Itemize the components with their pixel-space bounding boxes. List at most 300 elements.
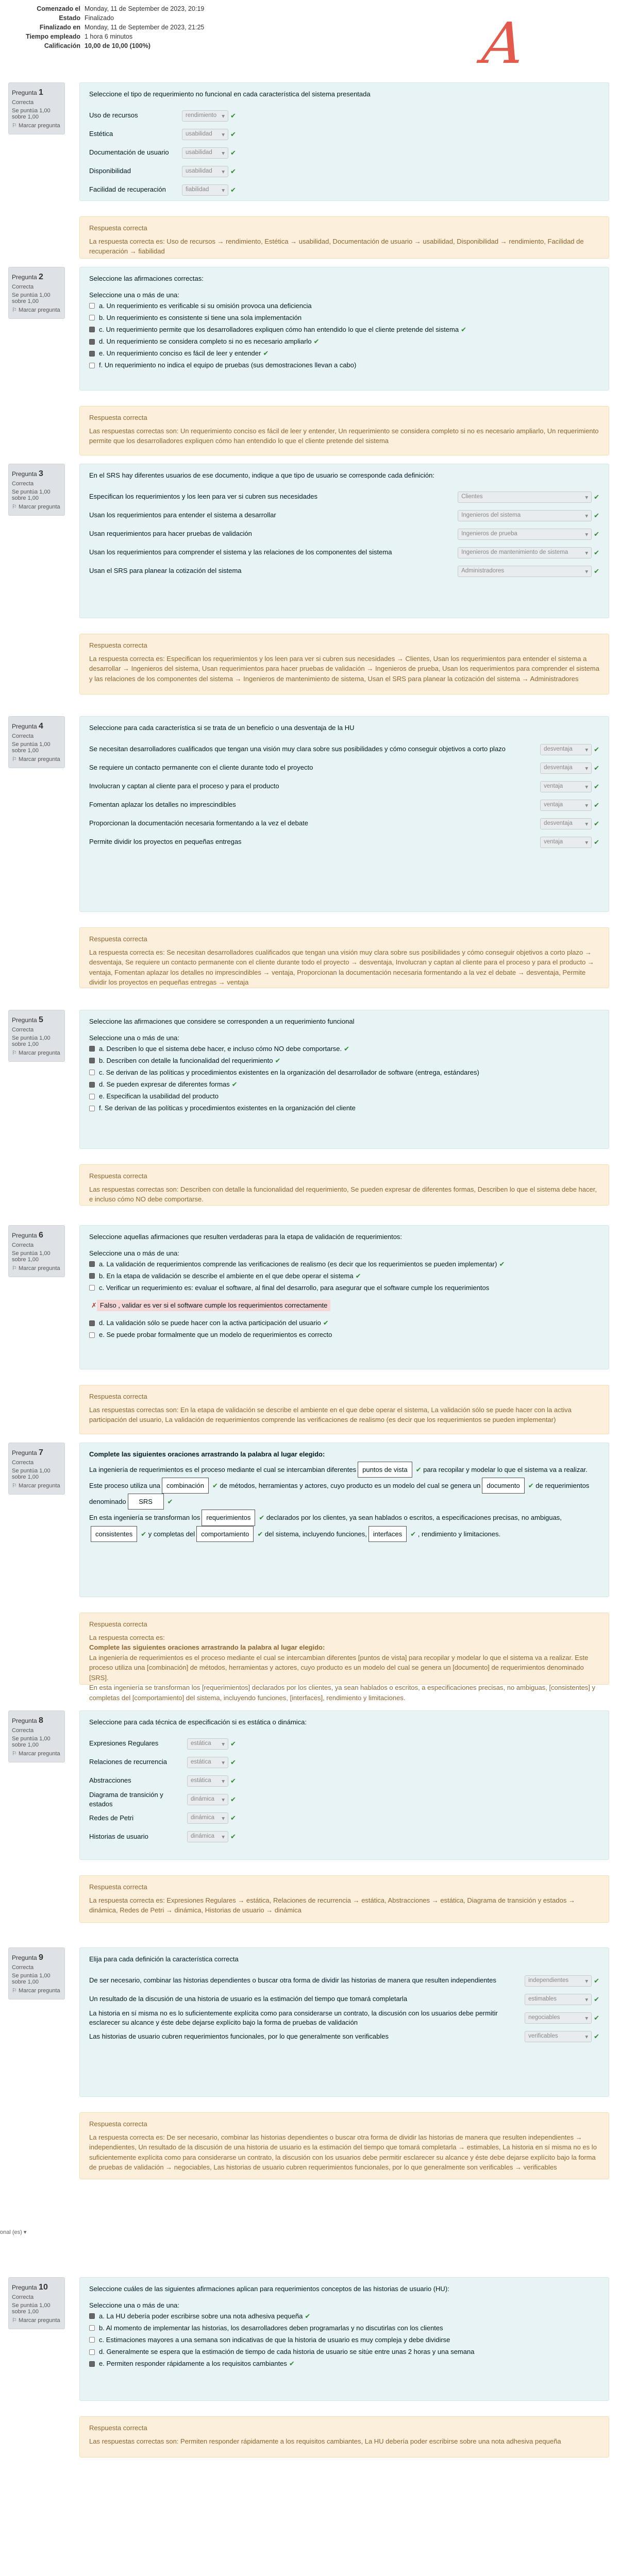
drop-zone[interactable]: combinación: [162, 1478, 209, 1494]
question-info: [8, 1010, 65, 1062]
check-icon: ✔: [594, 530, 599, 538]
flag-label: Marcar pregunta: [18, 1988, 60, 1994]
check-icon: ✔: [230, 1758, 236, 1766]
checkbox[interactable]: [89, 2349, 95, 2355]
answer-option[interactable]: [89, 1080, 599, 1089]
drop-zone[interactable]: comportamiento: [196, 1526, 254, 1542]
chevron-down-icon: ▾: [222, 1797, 225, 1803]
question-prefix: Pregunta: [12, 2284, 37, 2291]
chevron-down-icon: ▾: [585, 2015, 589, 2022]
flag-icon: ⚐: [12, 504, 17, 510]
cloze-paragraph-1: [89, 1462, 599, 1510]
answer-select-value: negociables: [528, 2014, 560, 2021]
question-num: 6: [39, 1231, 43, 1240]
match-row-text: La historia en sí misma no es lo suficientemente explícita como para considerarse un contrato, la discusión con los usuarios debe permitir esclarecer su alcance y éste debe dejarse explícito bajo la forma de pruebas de validación: [89, 2009, 498, 2026]
flag-icon: ⚐: [12, 1988, 17, 1994]
feedback-title: Respuesta correcta: [89, 1172, 147, 1180]
answer-option-label: d. Generalmente se espera que la estimación de tiempo de cada historia de usuario se sitúe entre unas 2 horas y una semana: [99, 2348, 475, 2356]
chevron-down-icon: ▾: [222, 150, 225, 157]
answer-select[interactable]: [182, 166, 228, 177]
flag-icon: ⚐: [12, 1483, 17, 1489]
checkbox[interactable]: [89, 1058, 95, 1063]
chevron-down-icon: ▾: [222, 1815, 225, 1822]
answer-option[interactable]: [89, 1068, 599, 1077]
question-num: 4: [39, 722, 43, 731]
answer-select-value: desventaja: [544, 764, 573, 771]
match-row: [89, 1753, 599, 1772]
flag-question-button[interactable]: [12, 1987, 61, 1994]
answer-select-value: ventaja: [544, 838, 563, 845]
check-icon: ✔: [230, 167, 236, 175]
check-icon: ✔: [594, 567, 599, 575]
answer-option-label: b. Al momento de implementar las historias, los desarrolladores deben programarlas y no discutirlas con los clientes: [99, 2324, 443, 2332]
drop-zone[interactable]: requerimientos: [202, 1510, 255, 1526]
answer-select-value: Administradores: [461, 567, 505, 574]
drop-zone[interactable]: consistentes: [91, 1526, 137, 1542]
checkbox[interactable]: [89, 351, 95, 357]
flag-question-button[interactable]: [12, 2317, 61, 2324]
checkbox[interactable]: [89, 2325, 95, 2331]
question-num: 5: [39, 1015, 43, 1024]
answer-select[interactable]: [182, 129, 228, 140]
feedback-text: Las respuestas correctas son: Describen con detalle la funcionalidad del requerimiento, Se pueden expresar de diferentes formas, Describen lo que el sistema debe hacer, e incluso cómo NO debe comportarse.: [89, 1185, 597, 1203]
chevron-down-icon: ▾: [585, 802, 589, 809]
chevron-down-icon: ▾: [222, 1834, 225, 1840]
answer-option[interactable]: [89, 301, 599, 311]
question-state: Correcta: [12, 284, 34, 290]
answer-option[interactable]: [89, 361, 599, 370]
answer-select[interactable]: [187, 1794, 228, 1805]
check-icon: ✔: [344, 1044, 350, 1053]
question-formulation: [79, 1010, 609, 1149]
question-formulation: [79, 1443, 609, 1597]
match-row-text: Se requiere un contacto permanente con el cliente durante todo el proyecto: [89, 764, 313, 772]
flag-icon: ⚐: [12, 307, 17, 313]
answer-select[interactable]: [458, 547, 592, 558]
chevron-down-icon: ▾: [585, 1978, 589, 1985]
drop-zone[interactable]: interfaces: [368, 1526, 407, 1542]
answer-select[interactable]: [525, 1994, 592, 2005]
check-icon: ✔: [323, 1319, 329, 1327]
check-icon: ✔: [259, 1514, 265, 1522]
match-row: [89, 525, 599, 544]
answer-select[interactable]: [540, 837, 592, 848]
chevron-down-icon: ▾: [222, 1741, 225, 1748]
check-icon: ✔: [528, 1481, 534, 1489]
question-num: 7: [39, 1448, 43, 1457]
flag-question-button[interactable]: [12, 1482, 61, 1489]
feedback-title: Respuesta correcta: [89, 1393, 147, 1400]
question-formulation: [79, 1947, 609, 2097]
cloze-text: La ingeniería de requerimientos es el proceso mediante el cual se intercambian diferentes: [89, 1465, 357, 1473]
feedback-text: Las respuestas correctas son: Un requerimiento conciso es fácil de leer y entender, Un requerimiento se considera completo si no es necesario ampliarlo, Un requerimiento permite que los desarrolladores expliquen cómo han entendido lo que el cliente pretende del sistema: [89, 427, 599, 445]
summary-value: Monday, 11 de September de 2023, 21:25: [85, 24, 205, 31]
chevron-down-icon: ▾: [585, 2033, 589, 2040]
question-grade: Se puntúa 1,00 sobre 1,00: [12, 1973, 51, 1985]
answer-select-value: usabilidad: [186, 130, 212, 137]
answer-select[interactable]: [458, 492, 592, 503]
match-row: [89, 1772, 599, 1790]
check-icon: ✔: [594, 1995, 599, 2003]
question-grade: Se puntúa 1,00 sobre 1,00: [12, 108, 51, 120]
answer-select[interactable]: [525, 2031, 592, 2042]
match-row-text: Expresiones Regulares: [89, 1739, 159, 1748]
answer-select-value: usabilidad: [186, 149, 212, 156]
feedback-text: La respuesta correcta es: Se necesitan desarrolladores cualificados que tengan una visión muy clara sobre sus posibilidades y cómo conseguir objetivos a corto plazo → desventaja, Se requiere un contacto permanente con el cliente durante todo el proyecto → desventaja, Involucran y captan al cliente para el proceso y para el producto → ventaja, Fomentan aplazar los detalles no imprescindibles → ventaja, Proporcionan la documentación necesaria formentando a la vez el debate → desventaja, Permite dividir los proyectos en pequeñas entregas → ventaja: [89, 948, 594, 986]
answer-option[interactable]: [89, 1260, 599, 1269]
feedback-title: Respuesta correcta: [89, 224, 147, 232]
answer-option-label: e. Se puede probar formalmente que un modelo de requerimientos es correcto: [99, 1331, 332, 1339]
checkbox[interactable]: [89, 1070, 95, 1075]
answer-option[interactable]: [89, 349, 599, 358]
feedback-text: La ingeniería de requerimientos es el proceso mediante el cual se intercambian diferentes [puntos de vista] para recopilar y modelar lo que el sistema va a realizar. Este proceso utiliza una [combinación] de métodos, herramientas y actores, cuyo producto es un modelo del cual se genera un [documento] de requerimientos denominado [SRS].: [89, 1653, 589, 1682]
check-icon: ✔: [499, 1260, 505, 1268]
feedback-title: Respuesta correcta: [89, 2424, 147, 2432]
flag-icon: ⚐: [12, 756, 17, 762]
checkbox[interactable]: [89, 1285, 95, 1291]
flag-label: Marcar pregunta: [18, 1751, 60, 1757]
checkbox[interactable]: [89, 2313, 95, 2319]
question-prefix: Pregunta: [12, 1449, 37, 1456]
match-row: [89, 1827, 599, 1846]
match-row-text: Redes de Petri: [89, 1814, 133, 1822]
cloze-text: del sistema, incluyendo funciones,: [264, 1530, 367, 1538]
side-language-label: onal (es): [0, 2229, 22, 2235]
flag-icon: ⚐: [12, 123, 17, 129]
check-icon: ✔: [305, 2312, 311, 2320]
check-icon: ✔: [141, 1530, 147, 1538]
answer-select[interactable]: [540, 744, 592, 755]
question-text: Seleccione para cada característica si se trata de un beneficio o una desventaja de la HU: [89, 724, 355, 732]
check-icon: ✔: [289, 2360, 295, 2368]
question-state: Correcta: [12, 1242, 34, 1248]
checkbox[interactable]: [89, 303, 95, 309]
question-formulation: [79, 716, 609, 912]
match-row-text: Usan requerimientos para hacer pruebas de validación: [89, 530, 252, 538]
question-num: 3: [39, 469, 43, 478]
check-icon: ✔: [231, 1080, 238, 1089]
cloze-text: En esta ingeniería se transforman los: [89, 1514, 200, 1522]
checkbox[interactable]: [89, 1261, 95, 1267]
checkbox[interactable]: [89, 1094, 95, 1099]
question-formulation: [79, 82, 609, 201]
question-feedback: [79, 1164, 609, 1206]
checkbox[interactable]: [89, 1046, 95, 1052]
chevron-down-icon: ▾: [585, 550, 589, 556]
question-prefix: Pregunta: [12, 1016, 37, 1024]
flag-icon: ⚐: [12, 1751, 17, 1757]
question-number: [12, 1015, 61, 1025]
flag-icon: ⚐: [12, 1265, 17, 1272]
checkbox[interactable]: [89, 2337, 95, 2343]
chevron-down-icon: ▾: [585, 513, 589, 519]
check-icon: ✔: [230, 1832, 236, 1840]
answer-select[interactable]: [525, 2012, 592, 2024]
check-icon: ✔: [230, 111, 236, 120]
answer-option[interactable]: [89, 313, 599, 323]
flag-question-button[interactable]: [12, 122, 61, 129]
flag-label: Marcar pregunta: [18, 2317, 60, 2324]
answer-select[interactable]: [458, 510, 592, 521]
summary-key: Finalizado en: [39, 24, 80, 31]
question-number: [12, 1716, 61, 1725]
answer-option-label: f. Se derivan de las políticas y procedimientos existentes en la organización del cliente: [99, 1104, 356, 1112]
answer-option-label: a. La validación de requerimientos comprende las verificaciones de realismo (es decir que los requerimientos se pueden implementar): [99, 1260, 497, 1268]
drop-zone[interactable]: puntos de vista: [358, 1462, 412, 1478]
answer-option-label: b. En la etapa de validación se describe el ambiente en el que debe operar el sistema: [99, 1272, 354, 1280]
answer-select[interactable]: [187, 1757, 228, 1768]
question-content: [79, 1443, 609, 1597]
answer-option[interactable]: [89, 1092, 599, 1101]
checkbox[interactable]: [89, 339, 95, 345]
question-grade: Se puntúa 1,00 sobre 1,00: [12, 1468, 51, 1480]
question-grade: Se puntúa 1,00 sobre 1,00: [12, 489, 51, 501]
match-row: [89, 544, 599, 562]
question-grade: Se puntúa 1,00 sobre 1,00: [12, 741, 51, 754]
answer-select-value: estimables: [528, 1995, 557, 2002]
feedback-text: La respuesta correcta es: Expresiones Regulares → estática, Relaciones de recurrencia → estática, Abstracciones → estática, Diagrama de transición y estados → dinámica, Redes de Petri → dinámica, Historias de usuario → dinámica: [89, 1896, 575, 1914]
answer-select[interactable]: [187, 1738, 228, 1750]
answer-select[interactable]: [187, 1831, 228, 1842]
checkbox[interactable]: [89, 327, 95, 332]
question-text: Seleccione cuáles de las siguientes afirmaciones aplican para requerimientos conceptos de las historias de usuario (HU):: [89, 2285, 449, 2293]
question-number: [12, 1448, 61, 1458]
question-num: 1: [39, 88, 43, 97]
answer-instruction: Seleccione una o más de una:: [89, 291, 179, 299]
answer-select-value: Ingenieros del sistema: [461, 512, 521, 518]
question-text: Seleccione el tipo de requerimiento no funcional en cada característica del sistema presentada: [89, 90, 371, 98]
answer-option[interactable]: [89, 2335, 599, 2345]
handwritten-annotation: A: [479, 10, 548, 76]
match-row-text: Las historias de usuario cubren requerimientos funcionales, por lo que generalmente son verificables: [89, 2032, 389, 2040]
question-state: Correcta: [12, 481, 34, 487]
question-state: Correcta: [12, 733, 34, 739]
question-text: Seleccione las afirmaciones correctas:: [89, 275, 204, 282]
flag-label: Marcar pregunta: [18, 123, 60, 129]
question-feedback: [79, 1613, 609, 1702]
summary-key: Calificación: [44, 42, 80, 49]
question-feedback: [79, 406, 609, 455]
answer-select-value: dinámica: [191, 1795, 215, 1802]
feedback-title: Respuesta correcta: [89, 414, 147, 421]
question-state: Correcta: [12, 2294, 34, 2300]
answer-option[interactable]: [89, 1056, 599, 1065]
question-info: [8, 716, 65, 768]
match-row-text: Usan el SRS para planear la cotización del sistema: [89, 567, 242, 575]
answer-select[interactable]: [525, 1975, 592, 1987]
check-icon: ✔: [212, 1481, 218, 1489]
question-info: [8, 267, 65, 319]
match-row-text: Abstracciones: [89, 1776, 131, 1785]
chevron-down-icon: ▾: [585, 568, 589, 575]
answer-option[interactable]: [89, 1283, 599, 1293]
feedback-text: En esta ingeniería se transforman los [requerimientos] declarados por los clientes, ya sean hablados o escritos, a especificaciones precisas, no ambiguas, [consistentes] y completas del [comportamiento] del sistema, incluyendo funciones, [interfaces], rendimiento y limitaciones.: [89, 1684, 596, 1702]
answer-option-label: e. Especifican la usabilidad del producto: [99, 1092, 219, 1100]
question-feedback: [79, 634, 609, 694]
answer-option[interactable]: [89, 1318, 599, 1328]
answer-option[interactable]: [89, 337, 599, 346]
answer-select[interactable]: [540, 762, 592, 774]
checkbox[interactable]: [89, 315, 95, 320]
match-row: [89, 107, 599, 125]
question-number: [12, 1231, 61, 1240]
flag-question-button[interactable]: [12, 307, 61, 313]
chevron-down-icon: ▾: [222, 131, 225, 138]
feedback-text: Complete las siguientes oraciones arrastrando la palabra al lugar elegido:: [89, 1643, 325, 1651]
question-grade: Se puntúa 1,00 sobre 1,00: [12, 1035, 51, 1047]
match-row: [89, 162, 599, 181]
question-state: Correcta: [12, 1460, 34, 1466]
answer-select-value: verificables: [528, 2032, 558, 2039]
answer-option-label: e. Un requerimiento conciso es fácil de leer y entender: [99, 349, 261, 358]
answer-select[interactable]: [540, 781, 592, 792]
match-row-text: Se necesitan desarrolladores cualificados que tengan una visión muy clara sobre sus posibilidades y cómo conseguir objetivos a corto plazo: [89, 745, 506, 753]
flag-question-button[interactable]: [12, 1049, 61, 1056]
flag-question-button[interactable]: [12, 756, 61, 762]
question-content: [79, 267, 609, 391]
answer-option-label: c. Un requerimiento permite que los desarrolladores expliquen cómo han entendido lo que el cliente pretende del sistema: [99, 325, 459, 333]
question-formulation: [79, 1225, 609, 1369]
cloze-text: , rendimiento y limitaciones.: [417, 1530, 501, 1538]
answer-select-value: ventaja: [544, 783, 563, 789]
answer-select[interactable]: [458, 529, 592, 540]
question-state: Correcta: [12, 1727, 34, 1734]
check-icon: ✔: [594, 819, 599, 827]
answer-option-label: f. Un requerimiento no indica el equipo de pruebas (sus demostraciones llevan a cabo): [99, 361, 357, 369]
flag-question-button[interactable]: [12, 1750, 61, 1757]
match-row: [89, 506, 599, 525]
question-content: [79, 1947, 609, 2097]
drop-zone[interactable]: documento: [482, 1478, 524, 1494]
match-row: [89, 1809, 599, 1827]
summary-value: Finalizado: [85, 14, 114, 22]
chevron-down-icon: ▾: [585, 821, 589, 827]
match-row-text: Usan los requerimientos para comprender el sistema y las relaciones de los componentes del sistema: [89, 548, 392, 556]
question-content: [79, 1710, 609, 1860]
checkbox[interactable]: [89, 363, 95, 368]
checkbox[interactable]: [89, 1273, 95, 1279]
question-formulation: [79, 464, 609, 618]
answer-select[interactable]: [540, 800, 592, 811]
answer-option-label: c. Verificar un requerimiento es: evaluar el software, al final del desarrollo, para asegurar que el software cumple los requerimientos: [99, 1283, 490, 1292]
question-text: Elija para cada definición la característica correcta: [89, 1955, 239, 1963]
check-icon: ✔: [461, 325, 466, 333]
answer-select-value: dinámica: [191, 1814, 215, 1821]
answer-select-value: fiabilidad: [186, 186, 209, 193]
checkbox[interactable]: [89, 1106, 95, 1111]
cross-icon: ✗: [91, 1301, 97, 1310]
check-icon: ✔: [257, 1530, 263, 1538]
feedback-text: La respuesta correcta es:: [89, 1633, 165, 1641]
question-text: Seleccione para cada técnica de especificación si es estática o dinámica:: [89, 1718, 307, 1726]
checkbox[interactable]: [89, 1332, 95, 1338]
answer-option[interactable]: [89, 2347, 599, 2357]
flag-icon: ⚐: [12, 1050, 17, 1056]
answer-select[interactable]: [458, 566, 592, 577]
chevron-down-icon: ▾: [222, 168, 225, 175]
question-prefix: Pregunta: [12, 723, 37, 730]
checkbox[interactable]: [89, 1320, 95, 1326]
question-number: [12, 1953, 61, 1962]
answer-option-label: d. Se pueden expresar de diferentes formas: [99, 1080, 230, 1089]
question-text: Seleccione las afirmaciones que considere se corresponden a un requerimiento funcional: [89, 1018, 355, 1025]
checkbox[interactable]: [89, 2361, 95, 2367]
question-number: [12, 2283, 61, 2292]
wrong-answer-note: [89, 1300, 599, 1311]
match-row-text: Diagrama de transición y estados: [89, 1790, 163, 1808]
answer-option-label: a. Un requerimiento es verificable si su omisión provoca una deficiencia: [99, 301, 312, 310]
answer-select-value: desventaja: [544, 820, 573, 826]
match-row: [89, 2009, 599, 2027]
answer-option[interactable]: [89, 2324, 599, 2333]
check-icon: ✔: [594, 782, 599, 790]
answer-instruction: Seleccione una o más de una:: [89, 2301, 179, 2309]
answer-select[interactable]: [187, 1812, 228, 1824]
chevron-down-icon: ▾: [222, 187, 225, 194]
flag-label: Marcar pregunta: [18, 1050, 60, 1056]
cloze-paragraph-2: [89, 1510, 599, 1542]
flag-question-button[interactable]: [12, 503, 61, 510]
match-row-text: Involucran y captan al cliente para el proceso y para el producto: [89, 782, 279, 790]
answer-select-value: Ingenieros de mantenimiento de sistema: [461, 549, 568, 555]
check-icon: ✔: [230, 1814, 236, 1822]
feedback-text: La respuesta correcta es: De ser necesario, combinar las historias dependientes o buscar otra forma de dividir las historias de manera que resulten independientes → independientes, Un resultado de la discusión de una historia de usuario es la estimación del tiempo que tomará completarla → estimables, La historia en sí misma no es lo suficientemente explícita como para considerarse un contrato, la discusión con los usuarios debe permitir esclarecer su alcance y éste debe dejarse explícito bajo la forma de pruebas de validación → negociables, Las historias de usuario cubren requerimientos funcionales, por lo que generalmente son verificables → verificables: [89, 2133, 597, 2171]
answer-option[interactable]: [89, 1044, 599, 1054]
match-row-text: Usan los requerimientos para entender el sistema a desarrollar: [89, 511, 276, 519]
chevron-down-icon: ▾: [222, 113, 225, 120]
drop-zone[interactable]: SRS: [128, 1494, 164, 1510]
answer-select-value: Ingenieros de prueba: [461, 530, 517, 537]
answer-option[interactable]: [89, 1104, 599, 1113]
answer-option[interactable]: [89, 2359, 599, 2368]
answer-option[interactable]: [89, 1330, 599, 1340]
match-row-text: Disponibilidad: [89, 167, 131, 175]
match-row-text: Fomentan aplazar los detalles no imprescindibles: [89, 801, 236, 809]
cloze-text: para recopilar y modelar lo que el sistema va a realizar. Este proceso utiliza una: [89, 1465, 588, 1489]
check-icon: ✔: [594, 745, 599, 753]
answer-option[interactable]: [89, 2312, 599, 2321]
question-text: Complete las siguientes oraciones arrastrando la palabra al lugar elegido:: [89, 1450, 325, 1458]
checkbox[interactable]: [89, 1082, 95, 1088]
answer-option-label: c. Se derivan de las políticas y procedimientos existentes en la organización del desarrollador de software (entrega, estándares): [99, 1068, 479, 1076]
question-text: Seleccione aquellas afirmaciones que resulten verdaderas para la etapa de validación de requerimientos:: [89, 1233, 403, 1241]
match-row-text: Especifican los requerimientos y los leen para ver si cubren sus necesidades: [89, 493, 317, 501]
answer-select[interactable]: [187, 1775, 228, 1787]
flag-label: Marcar pregunta: [18, 756, 60, 762]
question-info: [8, 2277, 65, 2329]
flag-question-button[interactable]: [12, 1265, 61, 1272]
question-state: Correcta: [12, 99, 34, 106]
feedback-title: Respuesta correcta: [89, 1883, 147, 1891]
summary-key: Estado: [59, 14, 80, 22]
question-content: [79, 464, 609, 618]
answer-option[interactable]: [89, 1272, 599, 1281]
side-language-menu[interactable]: onal (es) ▾: [0, 2229, 27, 2235]
question-grade: Se puntúa 1,00 sobre 1,00: [12, 1250, 51, 1263]
answer-select[interactable]: [182, 184, 228, 196]
match-row: [89, 777, 599, 796]
answer-select[interactable]: [182, 110, 228, 122]
chevron-down-icon: ▾: [585, 1996, 589, 2003]
match-row-text: Facilidad de recuperación: [89, 185, 166, 194]
feedback-text: La respuesta correcta es: Especifican los requerimientos y los leen para ver si cubren sus necesidades → Clientes, Usan los requerimientos para entender el sistema a desarrollar → Ingenieros del sistema, Usan requerimientos para hacer pruebas de validación → Ingenieros de prueba, Usan los requerimientos para comprender el sistema y las relaciones de los componentes del sistema → Ingenieros de mantenimiento de sistema, Usan el SRS para planear la cotización del sistema → Administradores: [89, 654, 599, 683]
answer-select[interactable]: [540, 818, 592, 829]
check-icon: ✔: [594, 764, 599, 772]
answer-option[interactable]: [89, 325, 599, 334]
answer-select[interactable]: [182, 147, 228, 159]
flag-label: Marcar pregunta: [18, 1483, 60, 1489]
chevron-down-icon: ▾: [585, 839, 589, 846]
